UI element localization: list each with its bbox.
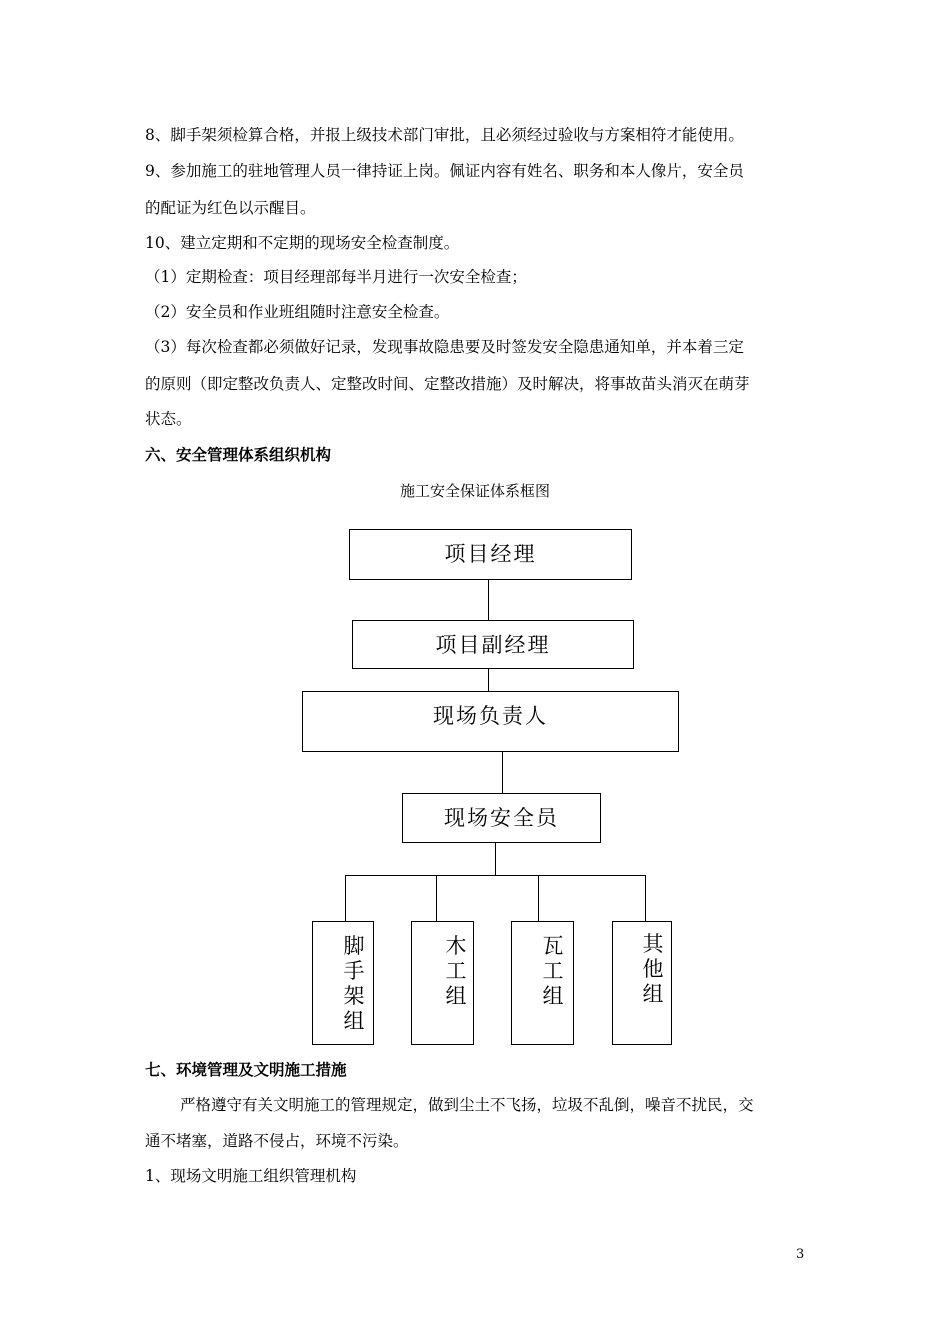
node-deputy-manager bbox=[352, 620, 634, 669]
section-6-heading: 六、安全管理体系组织机构 bbox=[145, 445, 332, 464]
connector-safety-bus bbox=[495, 843, 496, 875]
paragraph-item-10: 10、建立定期和不定期的现场安全检查制度。 bbox=[145, 234, 460, 252]
node-project-manager bbox=[349, 529, 632, 580]
connector-to-masonry bbox=[538, 875, 539, 922]
connector-to-scaffold bbox=[345, 875, 346, 922]
node-other-team-label: 其他组 bbox=[642, 932, 664, 1006]
connector-to-carpentry bbox=[436, 875, 437, 922]
section-7-heading: 七、环境管理及文明施工措施 bbox=[145, 1060, 347, 1079]
paragraph-item-10-3-line-1: （3）每次检查都必须做好记录，发现事故隐患要及时签发安全隐患通知单，并本着三定 bbox=[145, 338, 744, 356]
section-7-paragraph-line-2: 通不堵塞，道路不侵占，环境不污染。 bbox=[145, 1132, 409, 1150]
node-safety-officer bbox=[402, 793, 601, 843]
paragraph-item-9-line-1: 9、参加施工的驻地管理人员一律持证上岗。佩证内容有姓名、职务和本人像片，安全员 bbox=[145, 162, 744, 180]
paragraph-item-8: 8、脚手架须检算合格，并报上级技术部门审批，且必须经过验收与方案相符才能使用。 bbox=[145, 126, 744, 144]
paragraph-item-10-2: （2）安全员和作业班组随时注意安全检查。 bbox=[145, 303, 450, 321]
paragraph-item-10-3-line-3: 状态。 bbox=[145, 410, 192, 428]
paragraph-item-10-1: （1）定期检查：项目经理部每半月进行一次安全检查； bbox=[145, 268, 527, 286]
page-number: 3 bbox=[796, 1247, 805, 1262]
connector-manager-deputy bbox=[488, 580, 489, 620]
node-deputy-manager-label: 项目副经理 bbox=[435, 633, 551, 657]
node-safety-officer-label: 现场安全员 bbox=[444, 806, 559, 830]
connector-sitelead-safety bbox=[502, 752, 503, 793]
node-carpentry-team-label: 木工组 bbox=[445, 934, 467, 1008]
node-scaffold-team bbox=[312, 921, 374, 1045]
section-7-paragraph-line-1: 严格遵守有关文明施工的管理规定，做到尘土不飞扬，垃圾不乱倒，噪音不扰民，交 bbox=[180, 1096, 754, 1114]
node-site-lead bbox=[302, 691, 679, 752]
node-masonry-team-label: 瓦工组 bbox=[542, 934, 564, 1008]
node-masonry-team bbox=[511, 921, 574, 1045]
connector-deputy-sitelead bbox=[488, 669, 489, 691]
node-carpentry-team bbox=[411, 921, 474, 1045]
paragraph-item-9-line-2: 的配证为红色以示醒目。 bbox=[145, 199, 316, 217]
node-other-team bbox=[612, 921, 672, 1045]
connector-to-other bbox=[645, 875, 646, 922]
node-project-manager-label: 项目经理 bbox=[444, 542, 537, 566]
connector-team-bus bbox=[345, 875, 646, 876]
node-scaffold-team-label: 脚手架组 bbox=[343, 934, 365, 1033]
section-7-item-1: 1、现场文明施工组织管理机构 bbox=[145, 1167, 357, 1185]
node-site-lead-label: 现场负责人 bbox=[433, 704, 548, 728]
diagram-caption: 施工安全保证体系框图 bbox=[399, 482, 550, 500]
paragraph-item-10-3-line-2: 的原则（即定整改负责人、定整改时间、定整改措施）及时解决，将事故苗头消灭在萌芽 bbox=[145, 375, 750, 393]
